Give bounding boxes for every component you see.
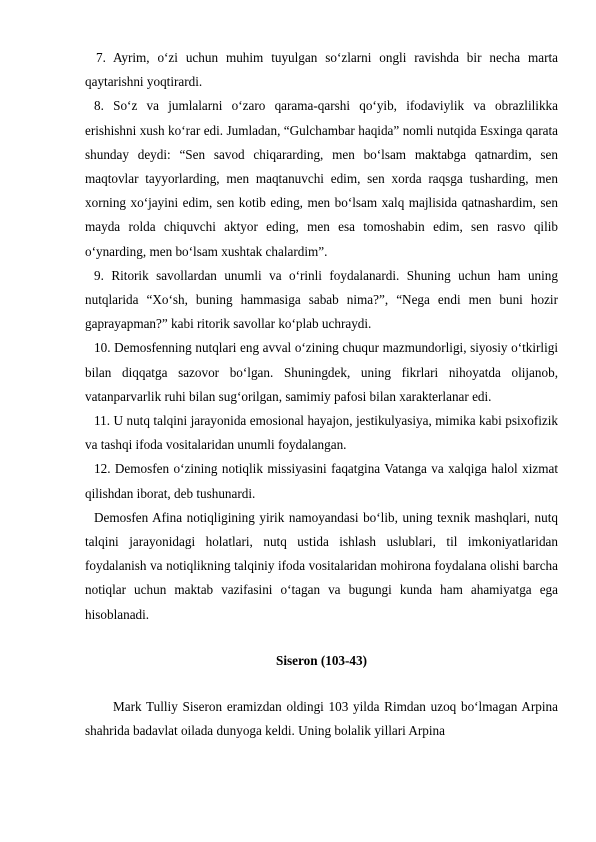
paragraph-item-9: 9. Ritorik savollardan unumli va o‘rinli foydalanardi. Shuning uchun ham uning nutqlarida “Xo‘sh, buning hammasiga sabab nima?”, “Nega endi men buni hozir gaprayapman?” kabi ritorik savollar ko‘plab uchraydi. <box>85 267 558 332</box>
paragraph-item-11: 11. U nutq talqini jarayonida emosional hayajon, jestikulyasiya, mimika kabi psixofizik va tashqi ifoda vositalaridan unumli foydalangan. <box>85 413 558 453</box>
paragraph-item-8: 8. So‘z va jumlalarni o‘zaro qarama-qarshi qo‘yib, ifodaviylik va obrazlilikka erishishni xush ko‘rar edi. Jumladan, “Gulchambar haqida” nomli nutqida Esxinga qarata shunday deydi: “Sen savod chiqararding, men bo‘lsam maktabga qatnardim, sen maqtovlar tayyorlarding, men maqtanuvchi edim, sen xorda raqsga tusharding, men xorning xo‘jayini edim, sen kotib eding, men bo‘lsam xalq majlisida qatnashardim, sen mayda rolda chiquvchi aktyor eding, men esa tomoshabin edim, sen rasvo qilib o‘ynarding, men bo‘lsam xushtak chalardim”. <box>85 98 558 259</box>
document-page <box>85 46 558 743</box>
paragraph-summary: Demosfen Afina notiqligining yirik namoyandasi bo‘lib, uning texnik mashqlari, nutq talqini jarayonidagi holatlari, nutq ustida ishlash uslublari, til imkoniyatlaridan foydalanish va notiqlikning talqiniy ifoda vositalaridan mohirona foydalana olishi barcha notiqlar uchun maktab vazifasini o‘tagan va bugungi kunda ham ahamiyatga ega hisoblanadi. <box>85 509 558 622</box>
paragraph-siseron-intro: Mark Tulliy Siseron eramizdan oldingi 103 yilda Rimdan uzoq bo‘lmagan Arpina shahrida badavlat oilada dunyoga keldi. Uning bolalik yillari Arpina <box>85 699 558 739</box>
paragraph-item-12: 12. Demosfen o‘zining notiqlik missiyasini faqatgina Vatanga va xalqiga halol xizmat qilishdan iborat, deb tushunardi. <box>85 461 558 501</box>
section-heading: Siseron (103-43) <box>276 652 367 668</box>
paragraph-item-7: 7. Ayrim, o‘zi uchun muhim tuyulgan so‘zlarni ongli ravishda bir necha marta qaytarishni yoqtirardi. <box>85 50 558 90</box>
paragraph-item-10: 10. Demosfenning nutqlari eng avval o‘zining chuqur mazmundorligi, siyosiy o‘tkirligi bilan diqqatga sazovor bo‘lgan. Shuningdek, uning fikrlari nihoyatda olijanob, vatanparvarlik ruhi bilan sug‘orilgan, samimiy pafosi bilan xarakterlanar edi. <box>85 340 558 404</box>
